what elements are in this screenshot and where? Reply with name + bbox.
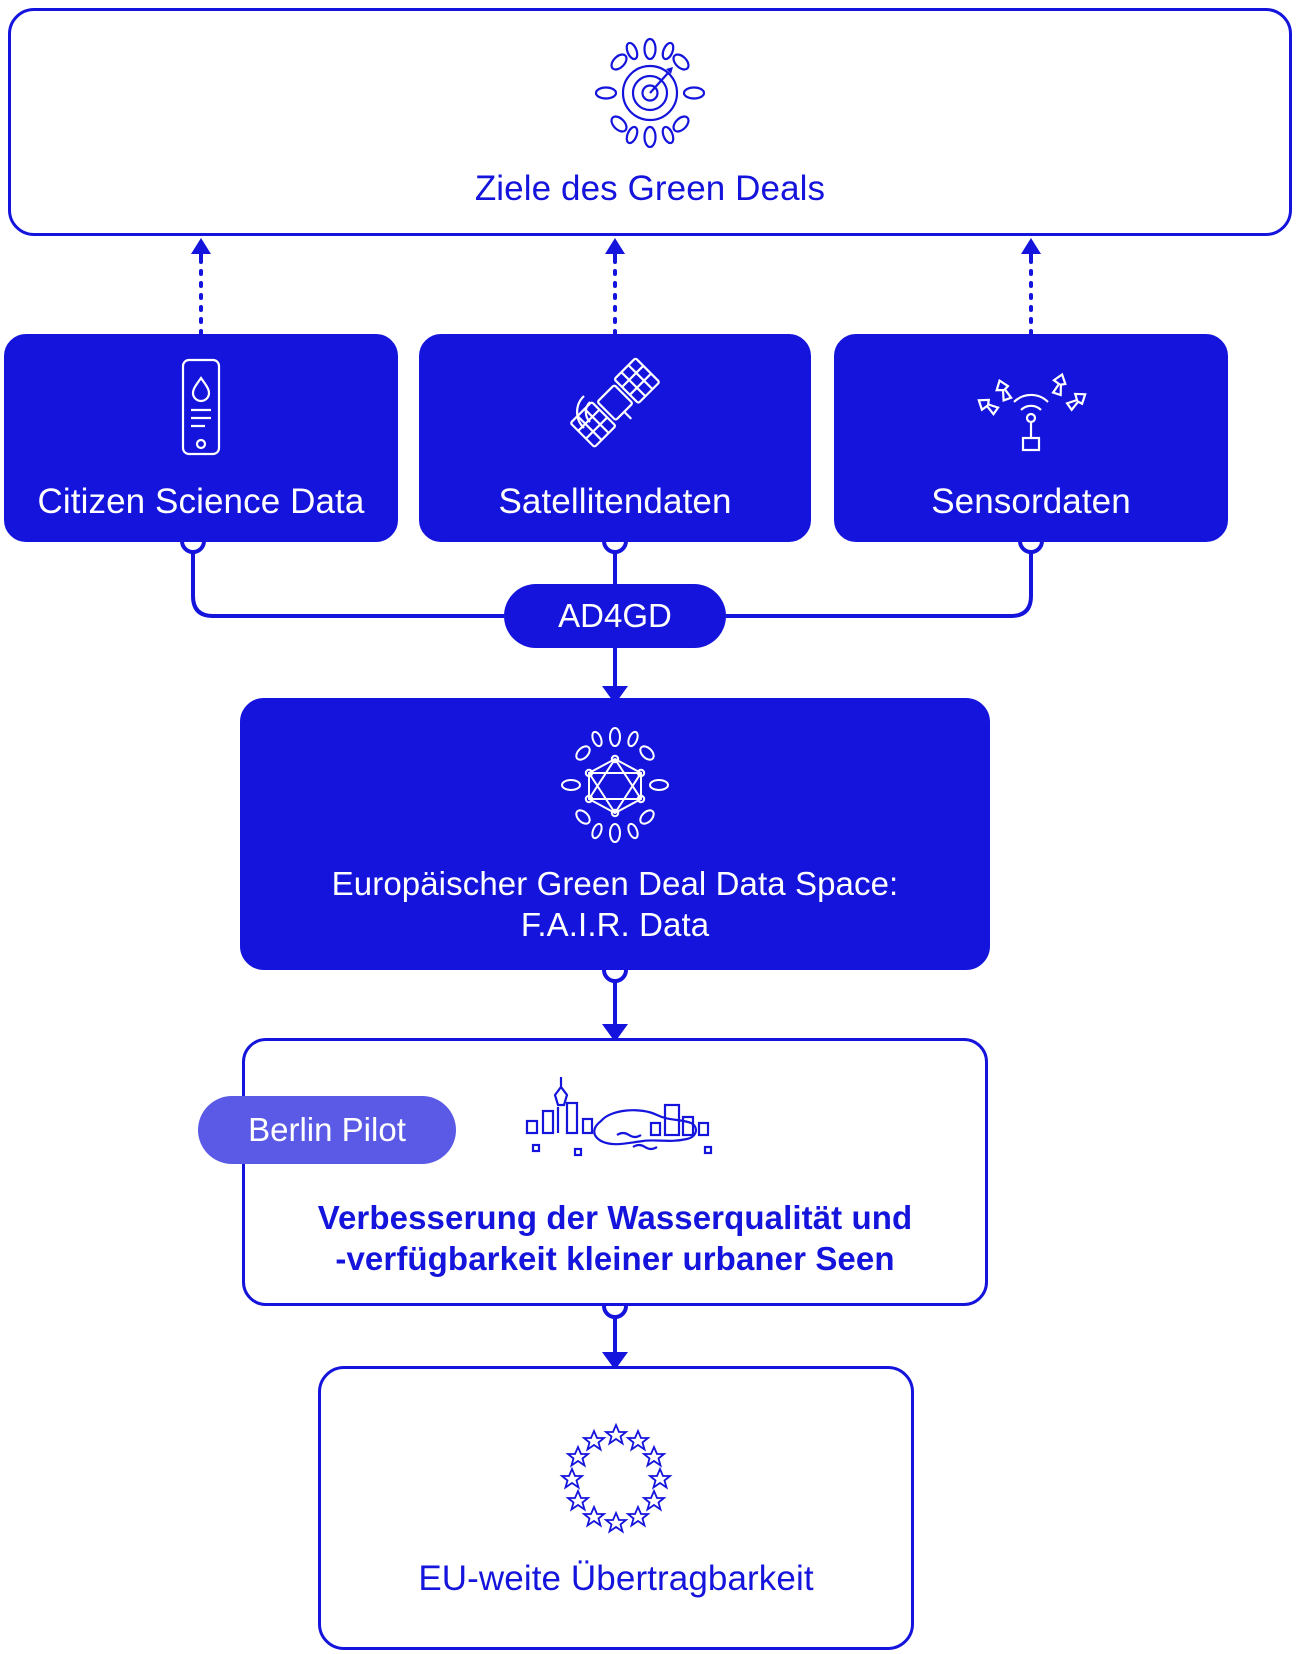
source-node-satellite[interactable] <box>419 334 811 542</box>
pilot-node[interactable] <box>242 1038 988 1306</box>
pilot-node-label <box>294 1198 937 1279</box>
dataspace-line-2: F.A.I.R. Data <box>520 905 710 943</box>
city-lake-icon <box>505 1065 725 1180</box>
source-node-sensors[interactable] <box>834 334 1228 542</box>
sensor-antenna-icon <box>961 352 1101 467</box>
source-label-satellite: Satellitendaten <box>498 482 732 522</box>
ad4gd-badge <box>504 584 726 648</box>
source-label-citizen-science: Citizen Science Data <box>37 482 365 522</box>
network-leaves-icon <box>545 723 685 848</box>
berlin-pilot-badge <box>198 1096 456 1164</box>
pilot-line-1: Verbesserung der Wasserqualität und <box>317 1199 913 1237</box>
goals-node <box>8 8 1292 236</box>
goals-node-label: Ziele des Green Deals <box>474 169 826 209</box>
target-leaves-icon <box>580 33 720 158</box>
eu-stars-icon <box>546 1415 686 1550</box>
source-node-citizen-science[interactable] <box>4 334 398 542</box>
source-label-sensors: Sensordaten <box>931 482 1131 522</box>
ad4gd-badge-label: AD4GD <box>558 597 672 634</box>
berlin-pilot-badge-label: Berlin Pilot <box>248 1111 406 1148</box>
outcome-node-label: EU-weite Übertragbarkeit <box>418 1559 814 1599</box>
outcome-node[interactable] <box>318 1366 914 1650</box>
satellite-icon <box>550 352 680 467</box>
dataspace-node[interactable] <box>240 698 990 970</box>
pilot-line-2: -verfügbarkeit kleiner urbaner Seen <box>335 1239 895 1277</box>
dataspace-node-label <box>302 864 929 945</box>
dataspace-line-1: Europäischer Green Deal Data Space: <box>331 865 899 903</box>
mobile-water-drop-icon <box>161 352 241 467</box>
